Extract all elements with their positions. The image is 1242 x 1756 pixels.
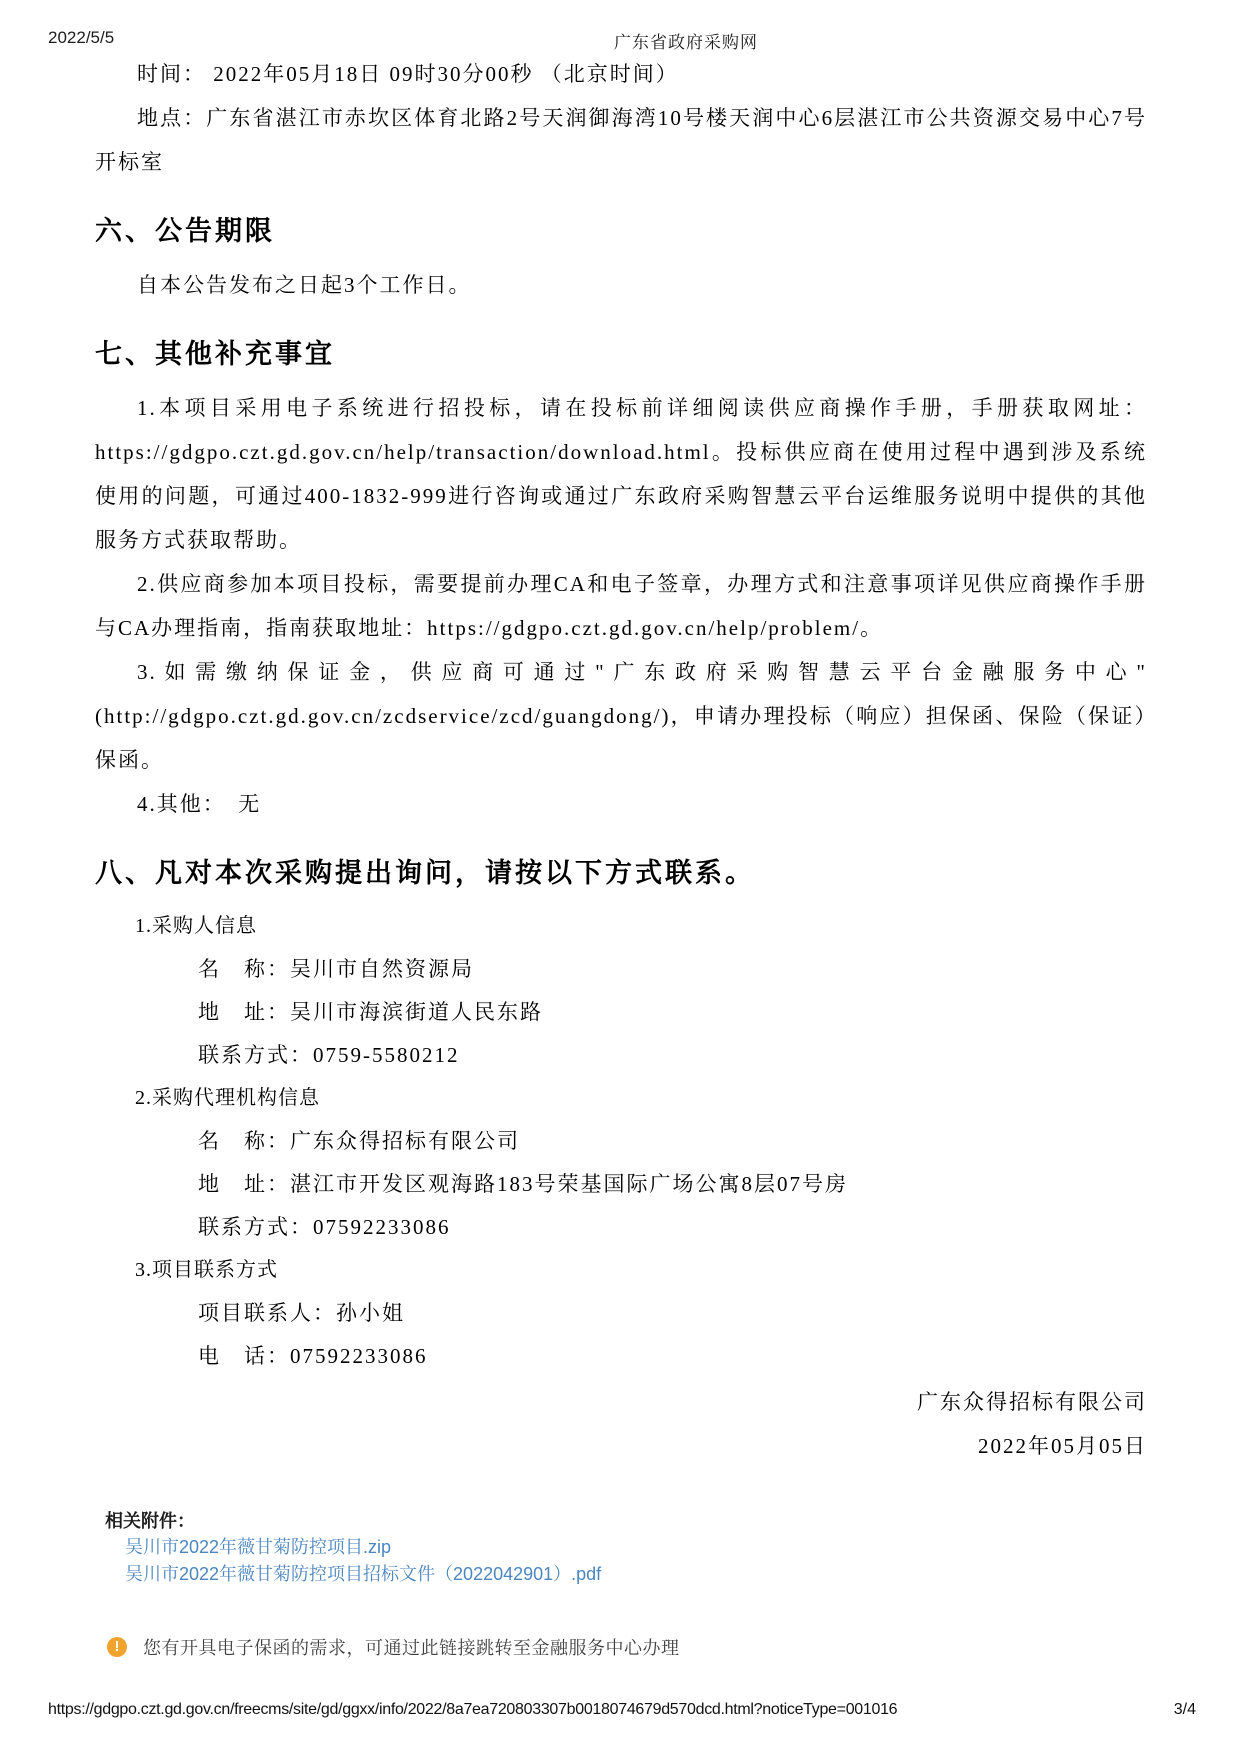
purchaser-info-heading: 1.采购人信息 <box>135 915 257 937</box>
print-header <box>48 28 1196 50</box>
opening-time-line: 时间： 2022年05月18日 09时30分00秒 （北京时间） <box>137 62 679 86</box>
print-date: 2022/5/5 <box>48 28 115 47</box>
print-footer <box>48 1701 1196 1723</box>
project-contact-phone-row: 电 话：07592233086 <box>198 1344 428 1368</box>
signature-company: 广东众得招标有限公司 <box>917 1390 1147 1414</box>
purchaser-contact-row: 联系方式：0759-5580212 <box>198 1043 460 1067</box>
agency-contact-row: 联系方式：07592233086 <box>198 1215 451 1239</box>
section-7-paragraph: 4.其他： 无 <box>137 792 262 816</box>
agency-info-heading: 2.采购代理机构信息 <box>135 1087 320 1109</box>
footer-page-indicator: 3/4 <box>1173 1701 1196 1718</box>
attachment-link-pdf[interactable]: 吴川市2022年薇甘菊防控项目招标文件（2022042901）.pdf <box>125 1564 602 1584</box>
agency-name-row: 名 称：广东众得招标有限公司 <box>198 1129 520 1153</box>
project-contact-heading: 3.项目联系方式 <box>135 1259 278 1281</box>
purchaser-name-row: 名 称：吴川市自然资源局 <box>198 957 474 981</box>
section-8-title: 八、凡对本次采购提出询问，请按以下方式联系。 <box>95 858 755 888</box>
agency-address-row: 地 址：湛江市开发区观海路183号荣基国际广场公寓8层07号房 <box>198 1172 848 1196</box>
notice-text: 您有开具电子保函的需求，可通过此链接跳转至金融服务中心办理 <box>143 1638 680 1658</box>
section-7-paragraph: 3.如需缴纳保证金，供应商可通过"广东政府采购智慧云平台金融服务中心"(http://gdgpo.czt.gd.gov.cn/zcdservice/zcd/guangdong/)，申请办理投标（响应）担保函、保险（保证）保函。 <box>95 660 1147 772</box>
footer-url: https://gdgpo.czt.gd.gov.cn/freecms/site/gd/ggxx/info/2022/8a7ea720803307b0018074679d570dcd.html?noticeType=001016 <box>48 1701 898 1718</box>
section-7-title: 七、其他补充事宜 <box>95 339 335 369</box>
signature-block <box>95 1380 1147 1468</box>
project-contact-person-row: 项目联系人：孙小姐 <box>198 1301 405 1325</box>
section-6-title: 六、公告期限 <box>95 216 275 246</box>
section-7-paragraph: 1.本项目采用电子系统进行招投标，请在投标前详细阅读供应商操作手册，手册获取网址：https://gdgpo.czt.gd.gov.cn/help/transaction/download.html。投标供应商在使用过程中遇到涉及系统使用的问题，可通过400-1832-999进行咨询或通过广东政府采购智慧云平台运维服务说明中提供的其他服务方式获取帮助。 <box>95 396 1147 552</box>
signature-date: 2022年05月05日 <box>978 1434 1147 1458</box>
opening-place-line: 地点：广东省湛江市赤坎区体育北路2号天润御海湾10号楼天润中心6层湛江市公共资源交易中心7号开标室 <box>95 106 1147 174</box>
attachments-section <box>105 1508 1147 1588</box>
attachments-label: 相关附件： <box>105 1511 195 1531</box>
exclamation-circle-icon: ! <box>107 1637 127 1657</box>
section-6-body: 自本公告发布之日起3个工作日。 <box>137 273 472 297</box>
site-title: 广东省政府采购网 <box>614 33 758 52</box>
section-7-paragraph: 2.供应商参加本项目投标，需要提前办理CA和电子签章，办理方式和注意事项详见供应商操作手册与CA办理指南，指南获取地址：https://gdgpo.czt.gd.gov.cn/help/problem/。 <box>95 572 1147 640</box>
document-body <box>95 52 1147 1660</box>
attachment-link-zip[interactable]: 吴川市2022年薇甘菊防控项目.zip <box>125 1537 392 1557</box>
purchaser-address-row: 地 址：吴川市海滨街道人民东路 <box>198 1000 543 1024</box>
e-guarantee-notice <box>107 1634 1147 1660</box>
